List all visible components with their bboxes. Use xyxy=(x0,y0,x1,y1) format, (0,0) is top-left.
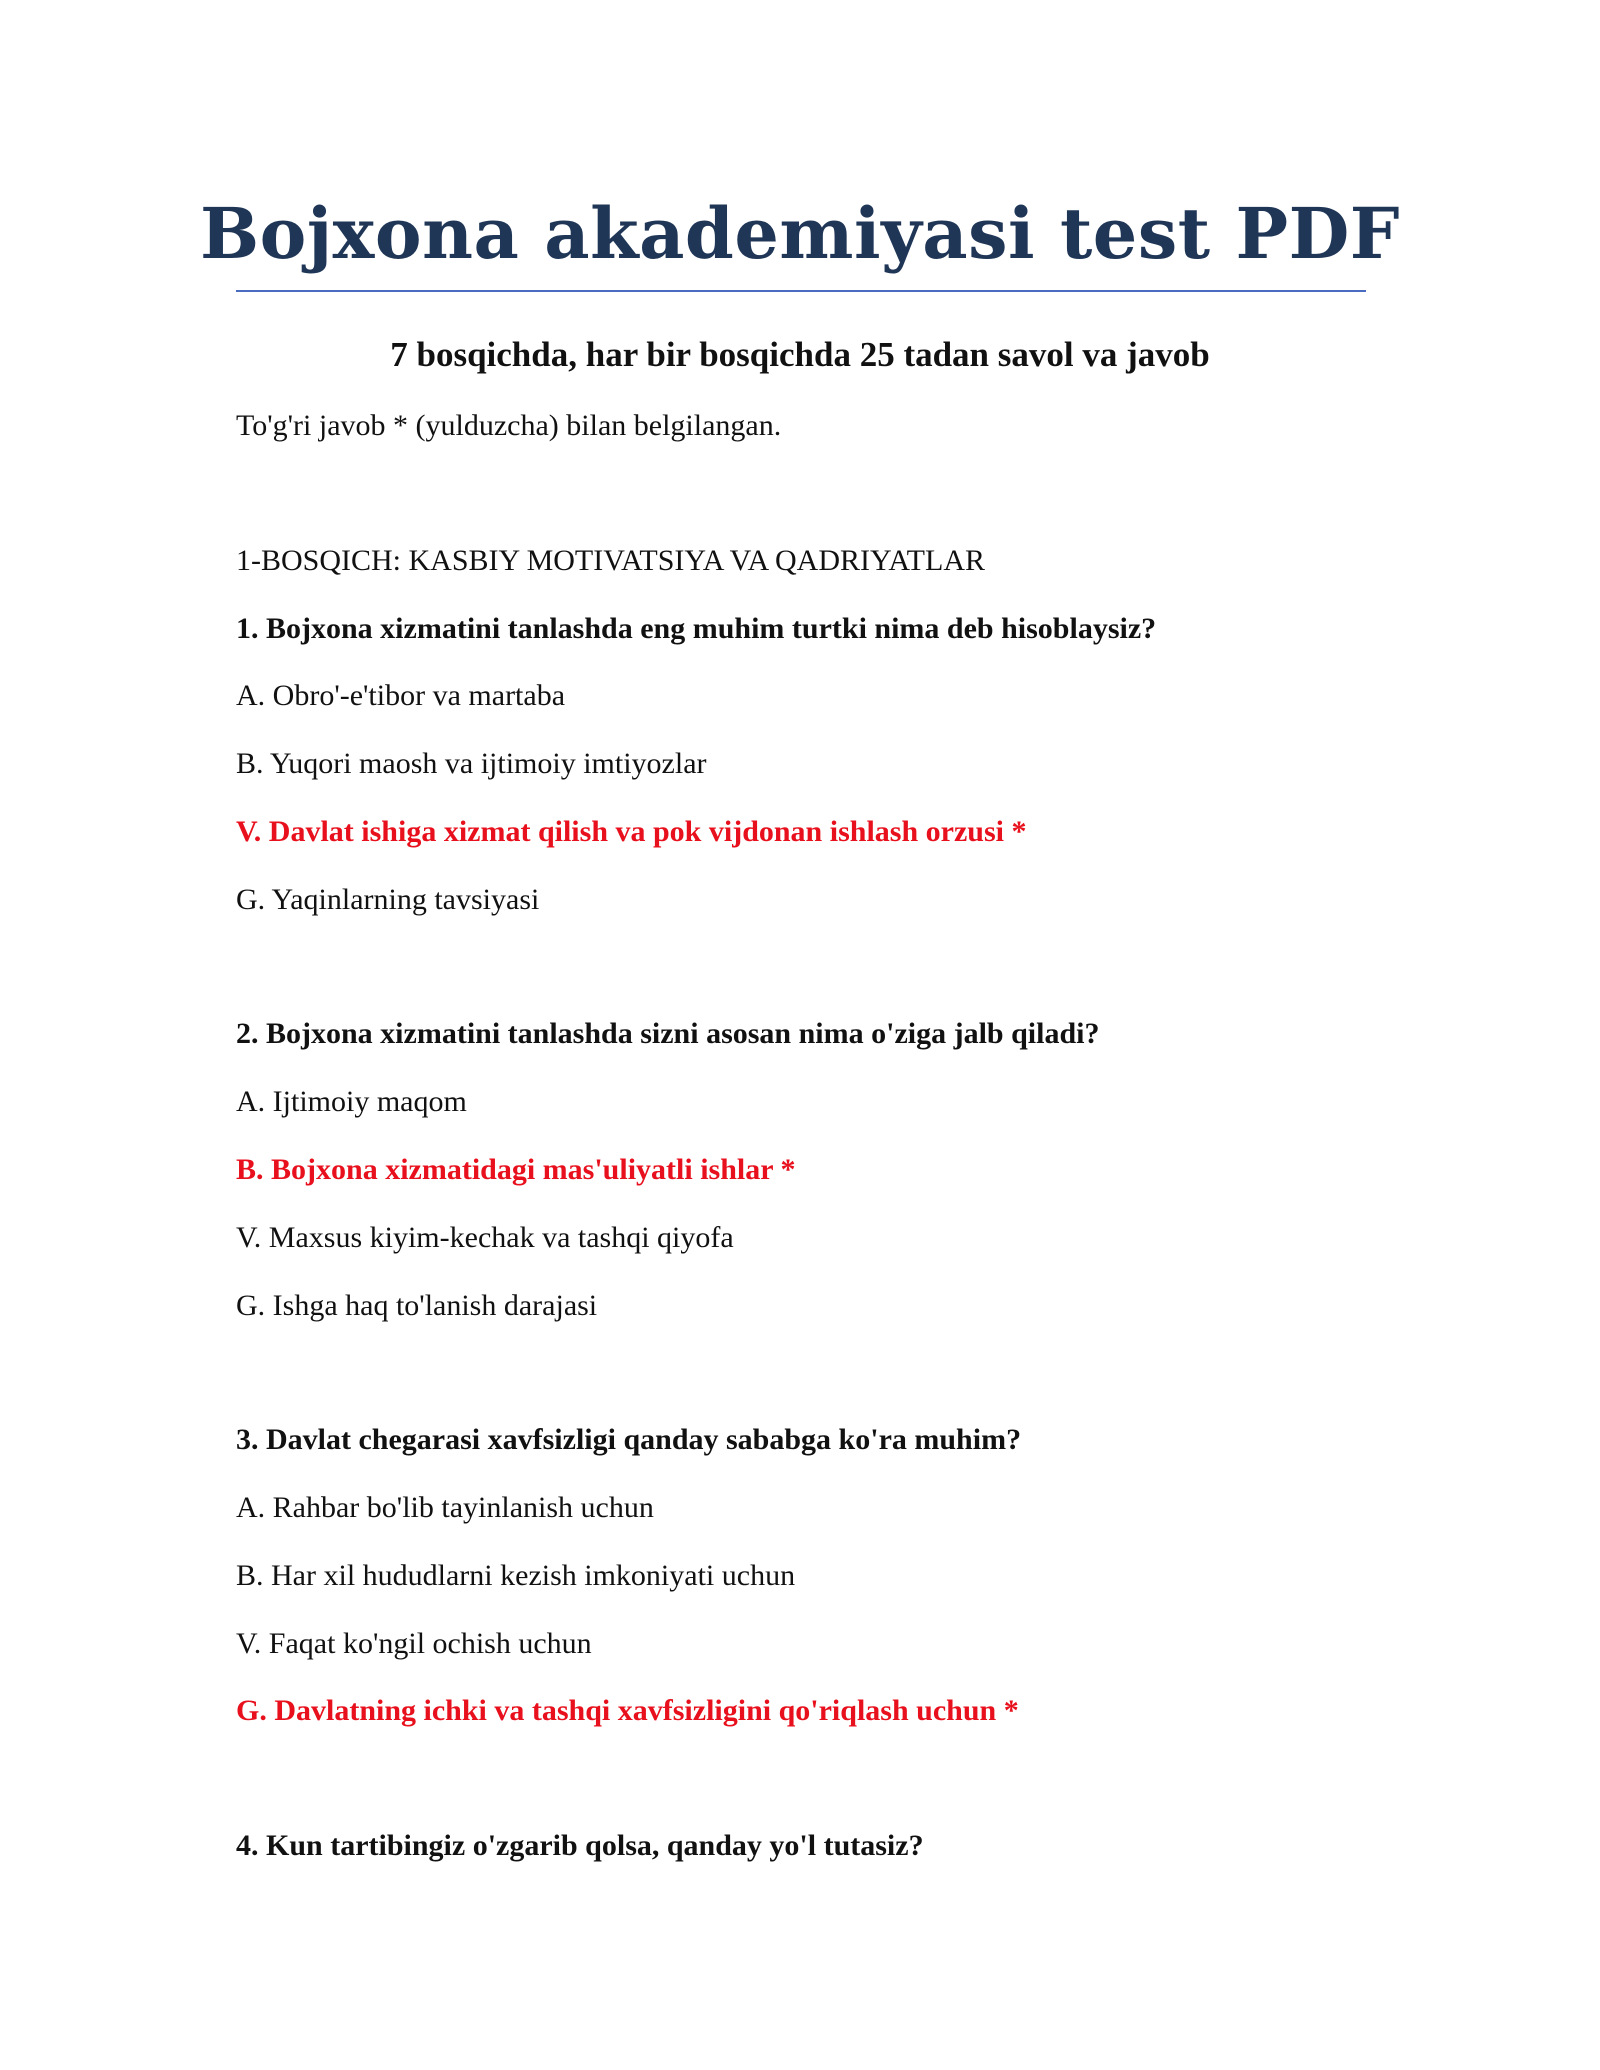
question-2-text: 2. Bojxona xizmatini tanlashda sizni asosan nima o'ziga jalb qiladi? xyxy=(236,1017,1100,1050)
title-divider xyxy=(236,290,1366,292)
question-2-option-a: A. Ijtimoiy maqom xyxy=(236,1085,467,1118)
section-heading: 1-BOSQICH: KASBIY MOTIVATSIYA VA QADRIYATLAR xyxy=(236,544,985,577)
question-1-option-g: G. Yaqinlarning tavsiyasi xyxy=(236,883,540,916)
question-4-text: 4. Kun tartibingiz o'zgarib qolsa, qanday yo'l tutasiz? xyxy=(236,1829,924,1862)
document-title: Bojxona akademiyasi test PDF xyxy=(199,192,1400,275)
question-1-option-v-correct: V. Davlat ishiga xizmat qilish va pok vijdonan ishlash orzusi * xyxy=(236,815,1027,848)
question-2-option-v: V. Maxsus kiyim-kechak va tashqi qiyofa xyxy=(236,1221,734,1254)
question-1-text: 1. Bojxona xizmatini tanlashda eng muhim turtki nima deb hisoblaysiz? xyxy=(236,612,1157,645)
question-3-text: 3. Davlat chegarasi xavfsizligi qanday sababga ko'ra muhim? xyxy=(236,1423,1022,1456)
question-3-option-g-correct: G. Davlatning ichki va tashqi xavfsizligini qo'riqlash uchun * xyxy=(236,1694,1019,1727)
question-3-option-b: B. Har xil hududlarni kezish imkoniyati uchun xyxy=(236,1559,796,1592)
question-1-option-b: B. Yuqori maosh va ijtimoiy imtiyozlar xyxy=(236,747,707,780)
answer-key-note: To'g'ri javob * (yulduzcha) bilan belgilangan. xyxy=(236,409,782,442)
question-3-option-a: A. Rahbar bo'lib tayinlanish uchun xyxy=(236,1491,654,1524)
question-2-option-b-correct: B. Bojxona xizmatidagi mas'uliyatli ishlar * xyxy=(236,1153,796,1186)
question-1-option-a: A. Obro'-e'tibor va martaba xyxy=(236,679,566,712)
document-subtitle: 7 bosqichda, har bir bosqichda 25 tadan savol va javob xyxy=(390,335,1210,374)
question-3-option-v: V. Faqat ko'ngil ochish uchun xyxy=(236,1627,592,1660)
question-2-option-g: G. Ishga haq to'lanish darajasi xyxy=(236,1289,598,1322)
